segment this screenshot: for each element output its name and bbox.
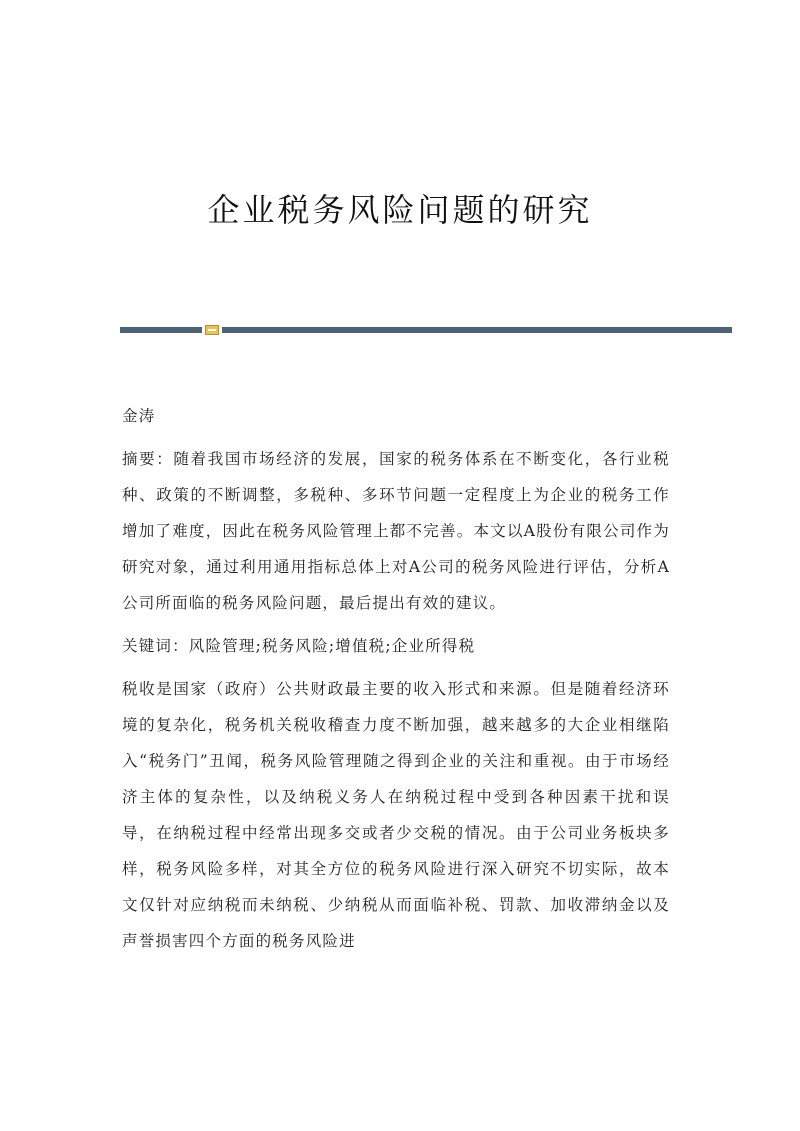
- document-title: 企业税务风险问题的研究: [207, 191, 593, 229]
- author-name: 金涛: [122, 407, 156, 425]
- title-divider: [120, 325, 732, 335]
- divider-bar-right: [222, 327, 732, 333]
- divider-bar-left: [120, 327, 202, 333]
- document-body: [122, 398, 670, 966]
- body-paragraph: 税收是国家（政府）公共财政最主要的收入形式和来源。但是随着经济环境的复杂化，税务机关税收稽查力度不断加强，越来越多的大企业相继陷入“税务门”丑闻，税务风险管理随之得到企业的关注和重视。由于市场经济主体的复杂性，以及纳税义务人在纳税过程中受到各种因素干扰和误导，在纳税过程中经常出现多交或者少交税的情况。由于公司业务板块多样，税务风险多样，对其全方位的税务风险进行深入研究不切实际，故本文仅针对应纳税而未纳税、少纳税从而面临补税、罚款、加收滞纳金以及声誉损害四个方面的税务风险进: [122, 680, 670, 950]
- abstract-paragraph: 摘要：随着我国市场经济的发展，国家的税务体系在不断变化，各行业税种、政策的不断调整，多税种、多环节问题一定程度上为企业的税务工作增加了难度，因此在税务风险管理上都不完善。本文以A股份有限公司作为研究对象，通过利用通用指标总体上对A公司的税务风险进行评估，分析A公司所面临的税务风险问题，最后提出有效的建议。: [122, 450, 670, 612]
- divider-emblem-icon: [205, 325, 219, 335]
- keywords-line: 关键词：风险管理;税务风险;增值税;企业所得税: [122, 637, 476, 655]
